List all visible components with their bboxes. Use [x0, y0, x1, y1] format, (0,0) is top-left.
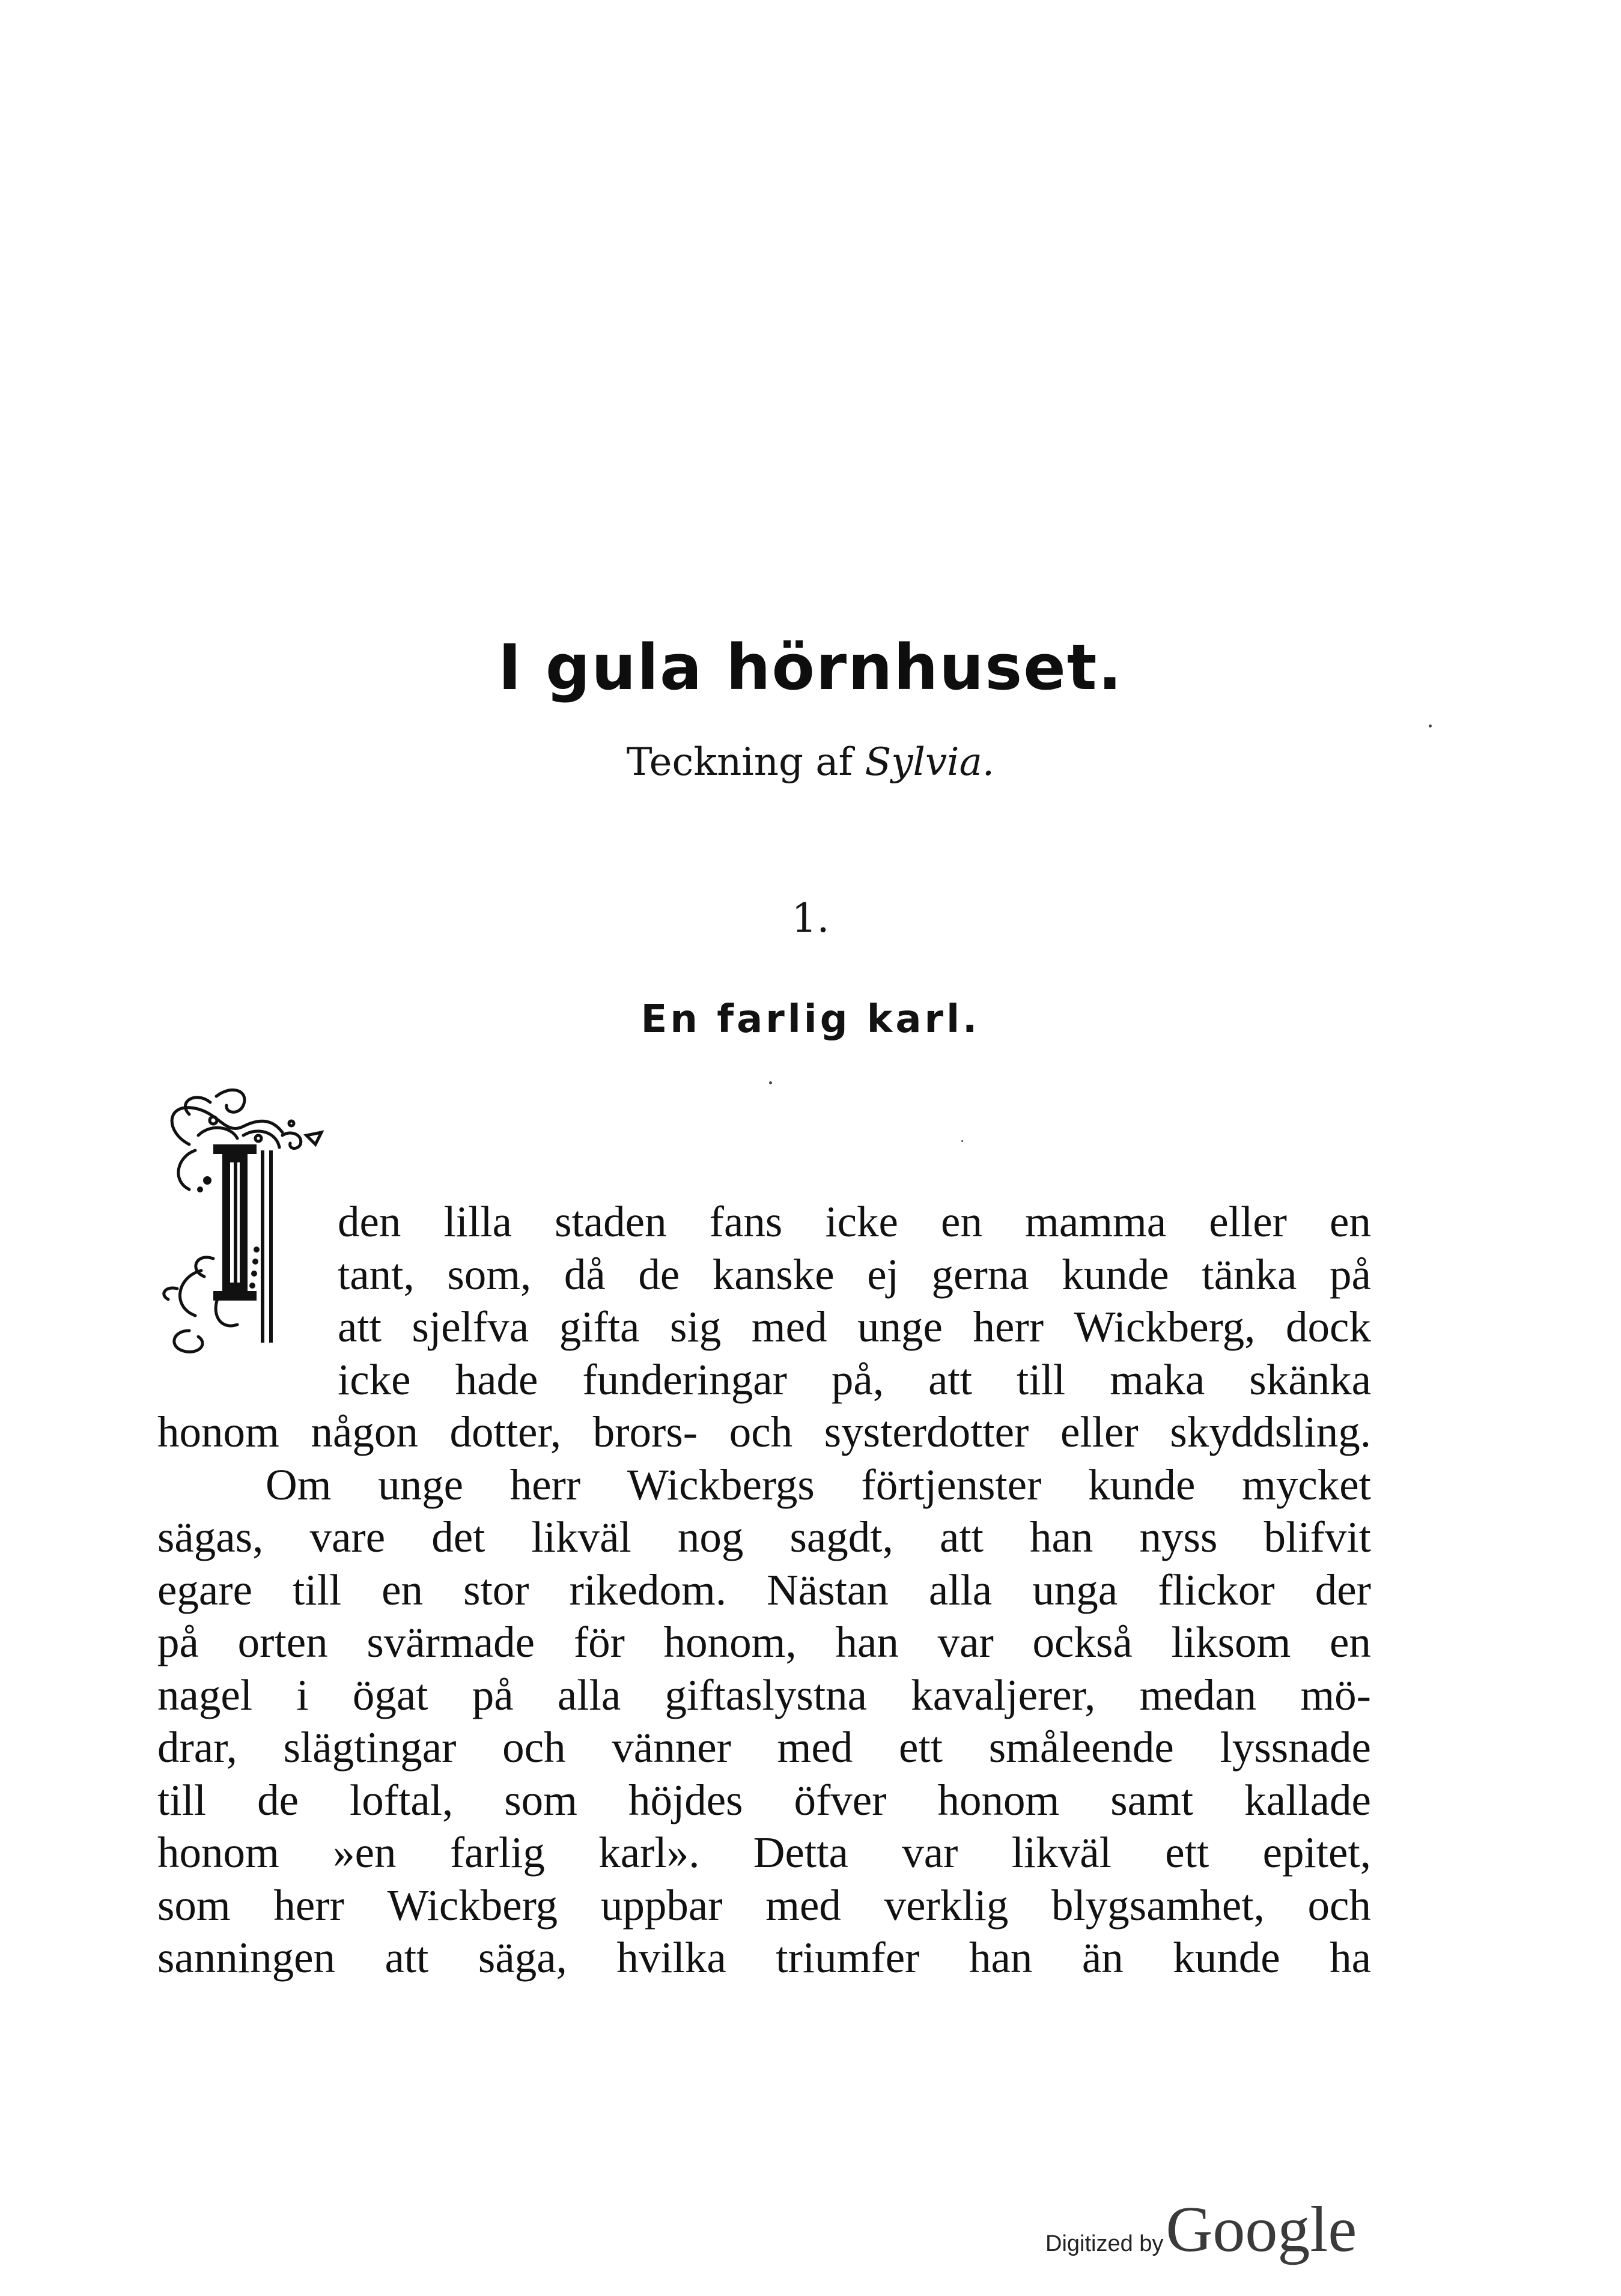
word: förtjenster	[861, 1460, 1042, 1509]
word: ögat	[352, 1670, 428, 1719]
scan-speck	[961, 1140, 963, 1142]
word: dotter,	[449, 1408, 562, 1456]
word: än	[1081, 1933, 1124, 1982]
word: till	[1017, 1355, 1066, 1404]
word: drar,	[157, 1723, 237, 1772]
word: egare	[157, 1565, 253, 1614]
word: verklig	[884, 1880, 1009, 1930]
word: likväl	[1011, 1828, 1112, 1877]
word: med	[765, 1880, 841, 1930]
word: loftal,	[349, 1775, 454, 1824]
word: han	[969, 1933, 1033, 1982]
word: ha	[1330, 1933, 1371, 1982]
word: icke	[338, 1355, 411, 1404]
word: någon	[311, 1408, 418, 1456]
word: »en	[333, 1828, 397, 1877]
word: unge	[378, 1460, 464, 1509]
word: Wickberg	[387, 1880, 558, 1930]
word: som	[504, 1775, 577, 1824]
text-line-words	[338, 1248, 1371, 1301]
word: triumfer	[776, 1933, 920, 1982]
word: var	[937, 1618, 994, 1666]
word: mycket	[1242, 1460, 1371, 1509]
word: också	[1032, 1618, 1133, 1666]
word: nagel	[157, 1670, 253, 1719]
word: honom	[937, 1775, 1060, 1824]
byline-author: Sylvia.	[865, 740, 995, 785]
word: vare	[309, 1513, 386, 1561]
text-line-words	[157, 1774, 1371, 1827]
word: till	[293, 1565, 342, 1614]
word: samt	[1110, 1775, 1194, 1824]
word: alla	[557, 1670, 621, 1719]
word: för	[573, 1618, 625, 1666]
text-line	[157, 1669, 1371, 1722]
chapter-number: 1.	[791, 895, 830, 941]
word: honom	[157, 1828, 279, 1877]
text-line	[157, 1774, 1371, 1827]
word: mamma	[1025, 1197, 1167, 1246]
digitized-label: Digitized by	[1045, 2231, 1164, 2256]
word: han	[835, 1618, 899, 1666]
word: likväl	[531, 1513, 631, 1561]
word: sägas,	[157, 1513, 264, 1561]
word: kunde	[1088, 1460, 1196, 1509]
word: maka	[1110, 1355, 1205, 1404]
word: fans	[709, 1197, 783, 1246]
word: med	[777, 1723, 853, 1772]
word: det	[431, 1513, 485, 1561]
word: blifvit	[1264, 1513, 1371, 1561]
word: stor	[463, 1565, 529, 1614]
word: eller	[1060, 1408, 1139, 1456]
byline-prefix: Teckning af	[626, 740, 853, 785]
word: att	[928, 1355, 973, 1404]
word: Detta	[753, 1828, 848, 1877]
digitized-watermark	[1045, 2193, 1357, 2267]
word: Nästan	[767, 1565, 889, 1614]
word: på	[157, 1618, 199, 1666]
text-line-words	[157, 1669, 1371, 1722]
word: den	[338, 1197, 401, 1246]
word: Om	[266, 1460, 332, 1509]
word: då	[564, 1250, 606, 1299]
text-line	[157, 1248, 1371, 1301]
body-text	[157, 1195, 1371, 1984]
word: blygsamhet,	[1051, 1880, 1265, 1930]
word: medan	[1139, 1670, 1257, 1719]
word: med	[751, 1302, 827, 1351]
word: säga,	[478, 1933, 567, 1982]
word: de	[638, 1250, 680, 1299]
text-line-words	[157, 1931, 1371, 1984]
word: nog	[677, 1513, 744, 1561]
word: som,	[447, 1250, 532, 1299]
word: att	[338, 1302, 382, 1351]
word: kunde	[1062, 1250, 1169, 1299]
word: svärmade	[366, 1618, 535, 1666]
scan-speck	[1429, 724, 1432, 727]
chapter-title: En farlig karl.	[640, 997, 981, 1042]
word: ett	[1165, 1828, 1209, 1877]
word: staden	[555, 1197, 667, 1246]
text-line-words	[157, 1564, 1371, 1617]
word: på	[472, 1670, 514, 1719]
word: kanske	[712, 1250, 835, 1299]
word: honom,	[663, 1618, 797, 1666]
word: flickor	[1158, 1565, 1275, 1614]
word: de	[257, 1775, 299, 1824]
word: sanningen	[157, 1933, 335, 1982]
word: alla	[928, 1565, 993, 1614]
word: till	[157, 1775, 207, 1824]
word: på,	[831, 1355, 884, 1404]
google-logo: Google	[1166, 2194, 1357, 2265]
word: unga	[1032, 1565, 1118, 1614]
word: lilla	[443, 1197, 512, 1246]
text-line-words	[157, 1406, 1371, 1459]
word: icke	[825, 1197, 898, 1246]
word: dock	[1285, 1302, 1371, 1351]
word: sagdt,	[789, 1513, 893, 1561]
word: nyss	[1139, 1513, 1218, 1561]
text-line-words	[338, 1301, 1371, 1353]
text-line	[157, 1931, 1371, 1984]
word: farlig	[449, 1828, 545, 1877]
word: Wickberg,	[1074, 1302, 1256, 1351]
word: herr	[509, 1460, 581, 1509]
text-line	[157, 1721, 1371, 1774]
text-line	[157, 1826, 1371, 1879]
word: en	[1330, 1197, 1371, 1246]
word: som	[157, 1880, 231, 1930]
word: der	[1315, 1565, 1371, 1614]
word: en	[382, 1565, 424, 1614]
word: tänka	[1202, 1250, 1297, 1299]
text-line	[157, 1459, 1371, 1511]
word: herr	[273, 1880, 344, 1930]
word: lyssnade	[1220, 1723, 1371, 1772]
word: sig	[670, 1302, 722, 1351]
word: han	[1030, 1513, 1093, 1561]
text-line-words	[157, 1721, 1371, 1774]
text-line-words	[157, 1879, 1371, 1932]
word: kunde	[1173, 1933, 1280, 1982]
byline	[0, 740, 1621, 785]
word: epitet,	[1262, 1828, 1371, 1877]
word: sjelfva	[412, 1302, 529, 1351]
word: systerdotter	[824, 1408, 1029, 1456]
word: uppbar	[600, 1880, 723, 1930]
text-line	[157, 1564, 1371, 1617]
word: liksom	[1171, 1618, 1291, 1666]
text-line	[157, 1406, 1371, 1459]
text-line-words	[266, 1459, 1371, 1511]
word: kavaljerer,	[911, 1670, 1096, 1719]
word: och	[1307, 1880, 1371, 1930]
text-line	[157, 1195, 1371, 1248]
word: en	[941, 1197, 982, 1246]
word: hvilka	[616, 1933, 726, 1982]
word: gerna	[931, 1250, 1029, 1299]
word: och	[729, 1408, 793, 1456]
text-line-words	[338, 1195, 1371, 1248]
word: ett	[899, 1723, 943, 1772]
word: och	[502, 1723, 566, 1772]
word: orten	[237, 1618, 328, 1666]
text-line	[157, 1353, 1371, 1406]
word: honom	[157, 1408, 279, 1456]
word: skänka	[1249, 1355, 1371, 1404]
text-line-words	[338, 1353, 1371, 1406]
word: ej	[867, 1250, 899, 1299]
word: hade	[455, 1355, 538, 1404]
word: giftaslystna	[665, 1670, 868, 1719]
word: småleende	[988, 1723, 1174, 1772]
word: skyddsling.	[1170, 1408, 1371, 1456]
text-line	[157, 1511, 1371, 1564]
word: kallade	[1244, 1775, 1371, 1824]
text-line-words	[157, 1826, 1371, 1879]
word: i	[296, 1670, 309, 1719]
word: en	[1330, 1618, 1371, 1666]
word: höjdes	[628, 1775, 743, 1824]
word: slägtingar	[283, 1723, 457, 1772]
word: eller	[1209, 1197, 1287, 1246]
word: mö-	[1300, 1670, 1371, 1719]
word: brors-	[592, 1408, 698, 1456]
text-line	[157, 1616, 1371, 1669]
word: funderingar	[582, 1355, 787, 1404]
word: gifta	[559, 1302, 640, 1351]
word: var	[902, 1828, 958, 1877]
word: öfver	[794, 1775, 887, 1824]
scan-speck	[769, 1081, 772, 1084]
word: att	[939, 1513, 984, 1561]
text-line	[157, 1879, 1371, 1932]
word: unge	[857, 1302, 943, 1351]
word: herr	[973, 1302, 1044, 1351]
word: karl».	[598, 1828, 700, 1877]
text-line	[157, 1301, 1371, 1353]
text-line-words	[157, 1616, 1371, 1669]
word: att	[385, 1933, 429, 1982]
word: Wickbergs	[627, 1460, 815, 1509]
word: vänner	[612, 1723, 731, 1772]
story-title: I gula hörnhuset.	[498, 631, 1123, 704]
word: på	[1330, 1250, 1371, 1299]
word: rikedom.	[569, 1565, 727, 1614]
text-line-words	[157, 1511, 1371, 1564]
word: tant,	[338, 1250, 415, 1299]
